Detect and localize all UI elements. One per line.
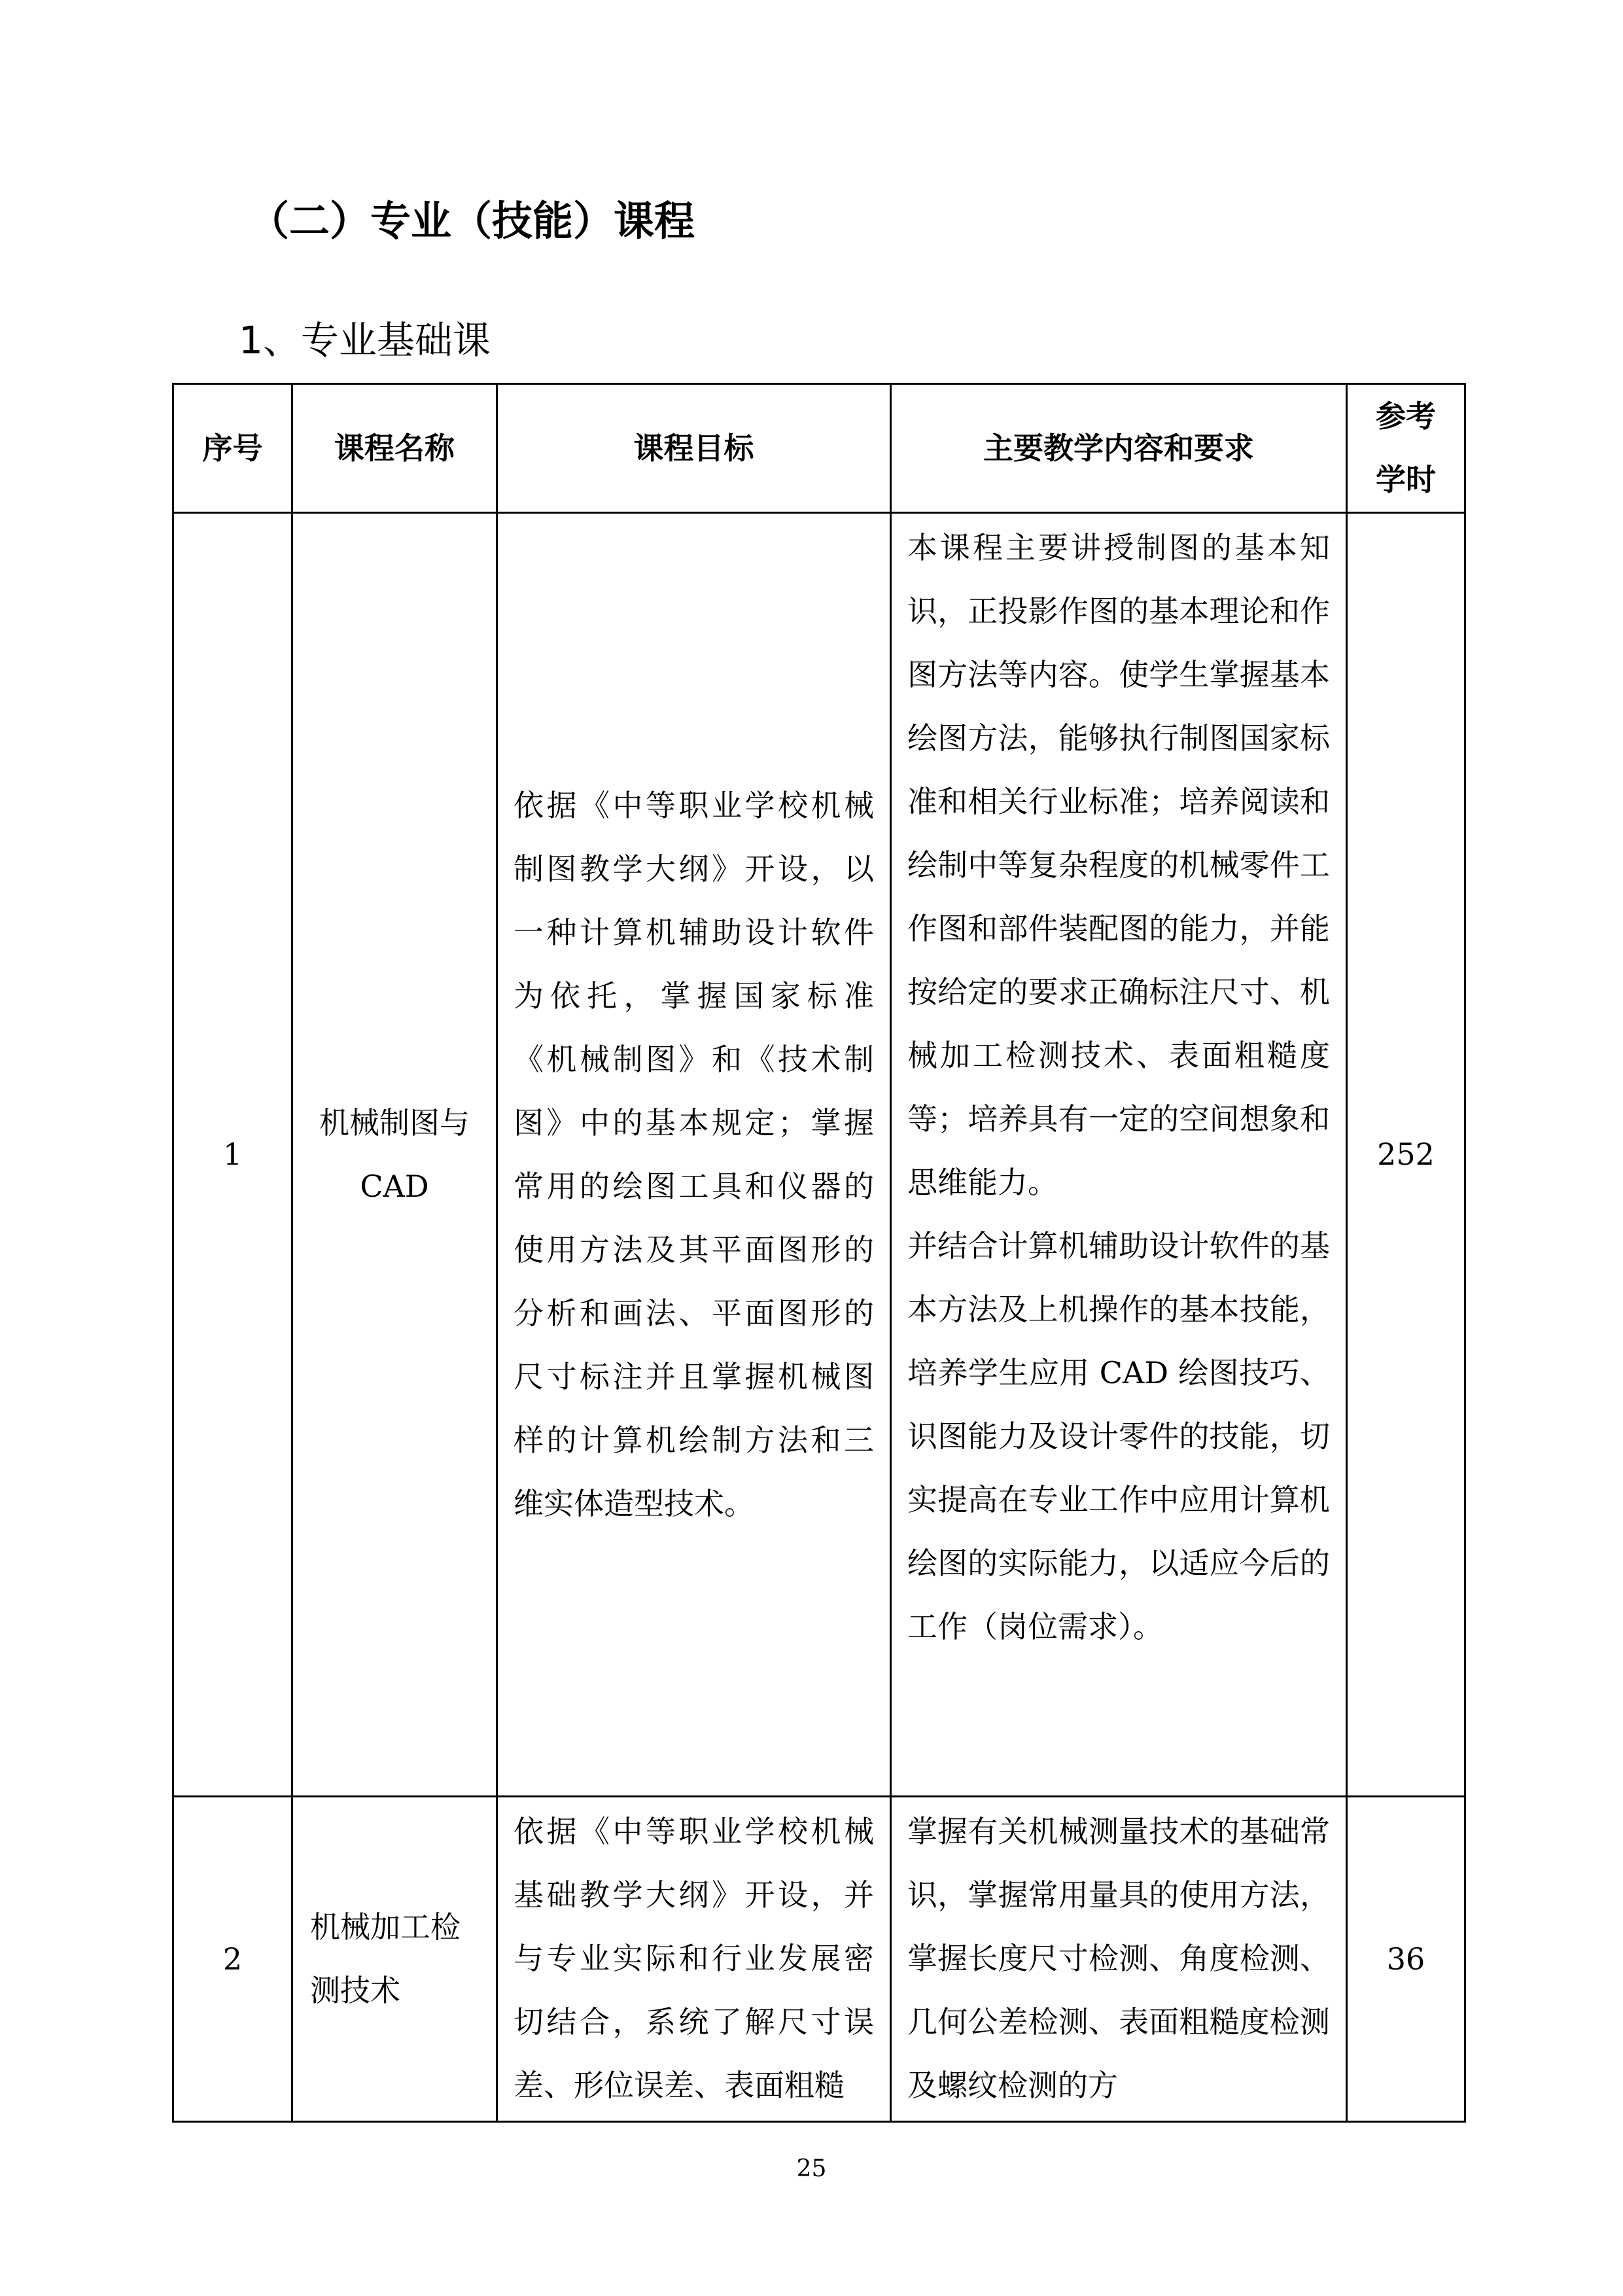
row-course-name: 机械加工检测技术 [292, 1797, 497, 2122]
row-course-name: 机械制图与CAD [292, 513, 497, 1797]
subsection-title: 1、专业基础课 [239, 318, 491, 362]
header-hours: 参考学时 [1347, 384, 1465, 513]
row-content [891, 513, 1347, 1797]
table-row [173, 1797, 1465, 2122]
course-table [172, 383, 1466, 2123]
row-content-paragraph: 并结合计算机辅助设计软件的基本方法及上机操作的基本技能，培养学生应用 CAD 绘图技巧、识图能力及设计零件的技能，切实提高在专业工作中应用计算机绘图的实际能力，以适应今后的工作（岗位需求）。 [907, 1228, 1330, 1644]
row-course-goal: 依据《中等职业学校机械制图教学大纲》开设，以一种计算机辅助设计软件为依托，掌握国家标准《机械制图》和《技术制图》中的基本规定；掌握常用的绘图工具和仪器的使用方法及其平面图形的分析和画法、平面图形的尺寸标注并且掌握机械图样的计算机绘制方法和三维实体造型技术。 [497, 513, 891, 1797]
table-header-row [173, 384, 1465, 513]
header-index: 序号 [173, 384, 292, 513]
page-number: 25 [796, 2155, 827, 2182]
row-hours: 36 [1347, 1797, 1465, 2122]
header-course-goal: 课程目标 [497, 384, 891, 513]
row-course-goal: 依据《中等职业学校机械基础教学大纲》开设，并与专业实际和行业发展密切结合，系统了解尺寸误差、形位误差、表面粗糙 [497, 1797, 891, 2122]
header-course-name: 课程名称 [292, 384, 497, 513]
row-content: 掌握有关机械测量技术的基础常识，掌握常用量具的使用方法，掌握长度尺寸检测、角度检测、几何公差检测、表面粗糙度检测及螺纹检测的方 [891, 1797, 1347, 2122]
row-content-paragraph: 本课程主要讲授制图的基本知识，正投影作图的基本理论和作图方法等内容。使学生掌握基本绘图方法，能够执行制图国家标准和相关行业标准；培养阅读和绘制中等复杂程度的机械零件工作图和部件装配图的能力，并能按给定的要求正确标注尺寸、机械加工检测技术、表面粗糙度等；培养具有一定的空间想象和思维能力。 [907, 530, 1330, 1200]
table-row [173, 513, 1465, 1797]
row-index: 1 [173, 513, 292, 1797]
section-title: （二）专业（技能）课程 [249, 197, 695, 245]
header-content: 主要教学内容和要求 [891, 384, 1347, 513]
row-hours: 252 [1347, 513, 1465, 1797]
row-index: 2 [173, 1797, 292, 2122]
